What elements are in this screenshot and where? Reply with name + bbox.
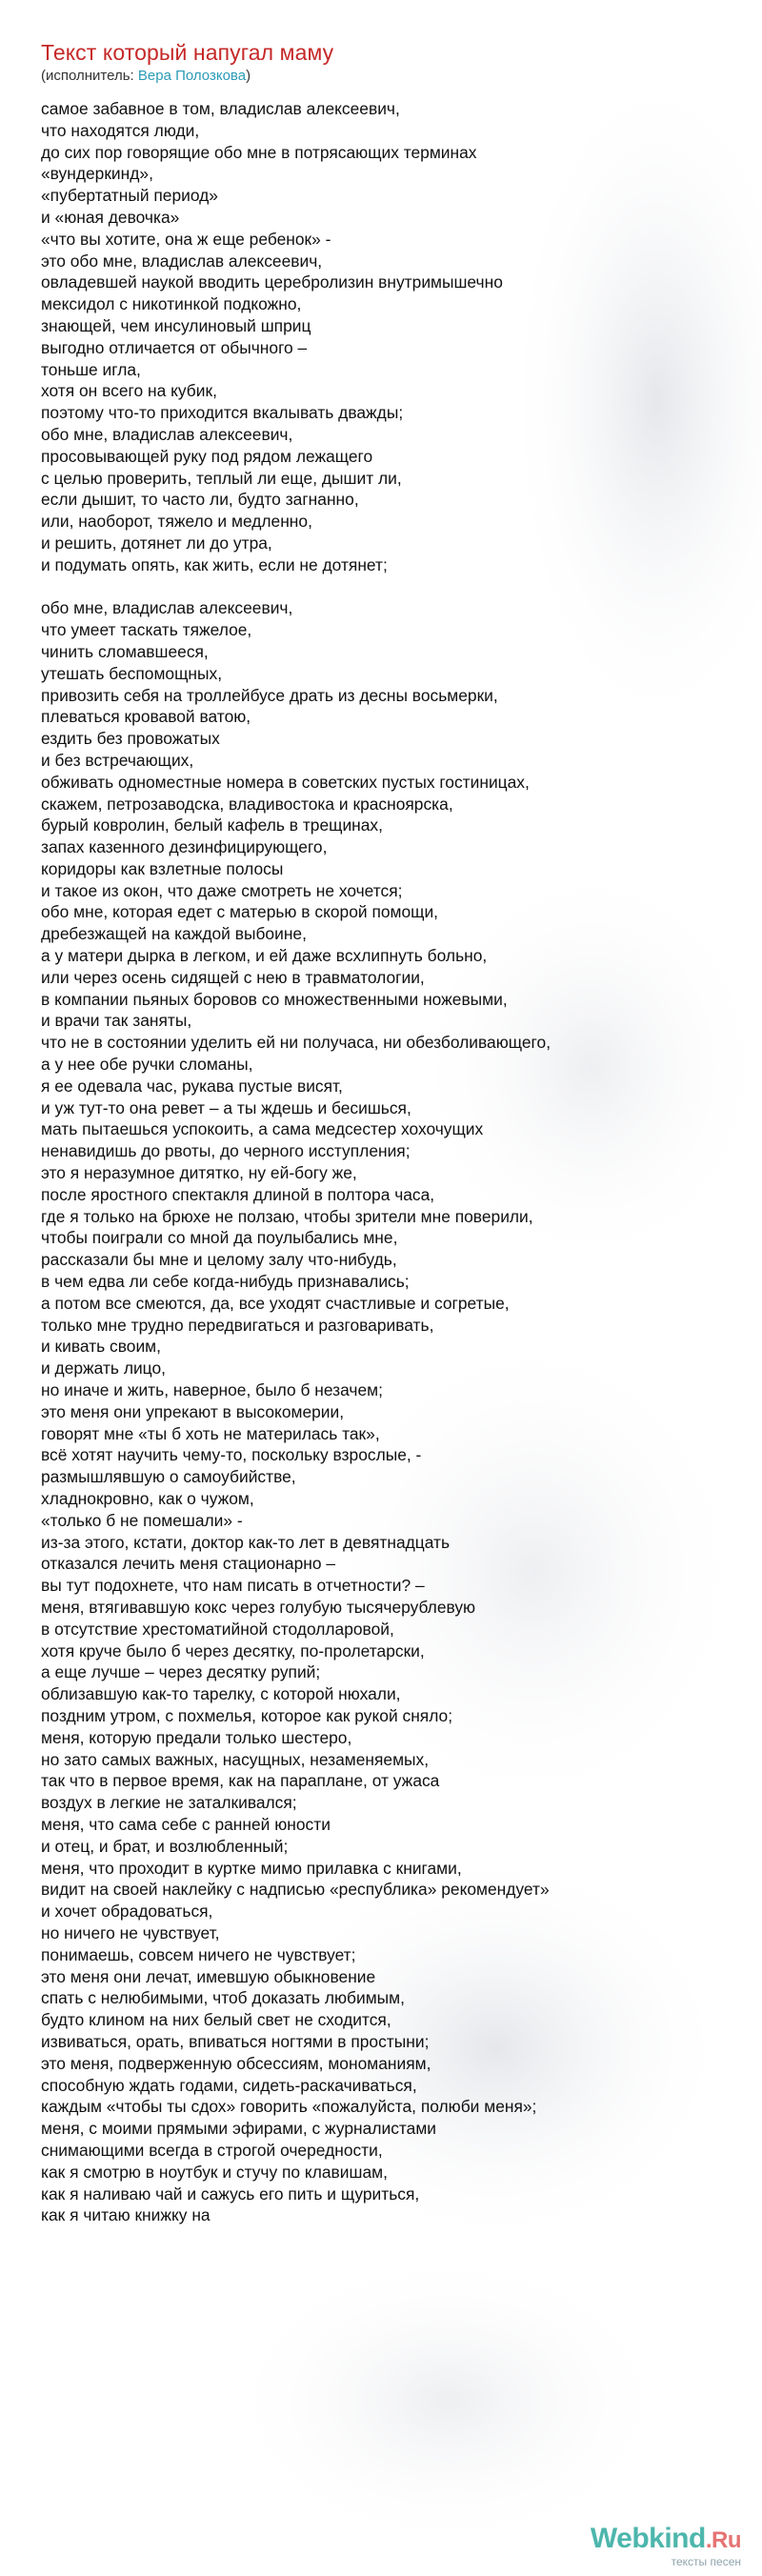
lyric-line: из-за этого, кстати, доктор как-то лет в девятнадцать [41,1532,451,1552]
lyric-line: где я только на брюхе не ползаю, чтобы зрители мне поверили, [41,1206,533,1226]
watermark-tld: .Ru [705,2527,741,2553]
lyric-line: меня, которую предали только шестеро, [41,1727,352,1747]
lyric-line: снимающими всегда в строгой очередности, [41,2140,383,2160]
lyric-line: выгодно отличается от обычного – [41,337,308,357]
lyric-line: я ее одевала час, рукава пустые висят, [41,1076,343,1096]
lyric-line: если дышит, то часто ли, будто загнанно, [41,490,359,510]
lyric-line: коридоры как взлетные полосы [41,858,284,878]
lyric-line: всё хотят научить чему-то, поскольку взрослые, - [41,1445,422,1465]
lyric-line: обо мне, владислав алексеевич, [41,598,293,618]
lyric-line: скажем, петрозаводска, владивостока и красноярска, [41,794,453,814]
lyric-line: говорят мне «ты б хоть не материлась так», [41,1423,380,1443]
lyric-line: меня, что проходит в куртке мимо прилавка с книгами, [41,1858,462,1878]
lyric-line: плеваться кровавой ватою, [41,707,251,727]
lyric-line: облизавшую как-то тарелку, с которой нюхали, [41,1684,401,1704]
watermark-tagline: тексты песен [671,2555,741,2568]
lyric-line: до сих пор говорящие обо мне в потрясающих терминах [41,142,477,162]
lyric-line: что умеет таскать тяжелое, [41,620,252,640]
header [41,38,333,86]
lyric-line: и подумать опять, как жить, если не дотянет; [41,554,388,574]
lyric-line: и «юная девочка» [41,207,180,227]
lyric-line: а у нее обе ручки сломаны, [41,1055,253,1075]
lyric-line: или через осень сидящей с нею в травматологии, [41,967,425,987]
lyric-line: хладнокровно, как о чужом, [41,1489,254,1508]
lyric-line: в отсутствие хрестоматийной стодолларовой, [41,1619,394,1639]
lyric-line: утешать беспомощных, [41,663,223,683]
lyric-line: чинить сломавшееся, [41,641,209,661]
lyric-line: знающей, чем инсулиновый шприц [41,315,311,335]
lyric-line: а у матери дырка в легком, и ей даже всхлипнуть больно, [41,946,488,966]
stanza-break [41,576,746,598]
lyric-line: но иначе и жить, наверное, было б незачем; [41,1380,383,1400]
watermark-brand: Webkind [590,2523,706,2554]
lyric-line: понимаешь, совсем ничего не чувствует; [41,1944,356,1964]
lyric-line: привозить себя на троллейбусе драть из десны восьмерки, [41,685,498,705]
lyric-line: так что в первое время, как на параплане, от ужаса [41,1771,440,1791]
lyric-line: после яростного спектакля длиной в полтора часа, [41,1184,435,1204]
lyric-line: дребезжащей на каждой выбоине, [41,924,307,944]
lyric-line: как я смотрю в ноутбук и стучу по клавишам, [41,2162,388,2182]
lyric-line: и хочет обрадоваться, [41,1902,213,1922]
lyric-line: что находятся люди, [41,120,200,140]
lyric-line: и отец, и брат, и возлюбленный; [41,1836,289,1856]
lyric-line: в компании пьяных боровов со множественными ножевыми, [41,989,508,1009]
lyric-line: это меня они лечат, имевшую обыкновение [41,1966,376,1986]
lyric-line: а потом все смеются, да, все уходят счастливые и согретые, [41,1293,510,1313]
lyric-line: овладевшей наукой вводить церебролизин внутримышечно [41,272,503,292]
lyric-line: «что вы хотите, она ж еще ребенок» - [41,229,331,249]
lyric-line: поэтому что-то приходится вкалывать дважды; [41,403,404,423]
lyric-line: отказался лечить меня стационарно – [41,1554,336,1574]
lyric-line: это обо мне, владислав алексеевич, [41,251,323,271]
lyric-line: только мне трудно передвигаться и разговаривать, [41,1315,434,1335]
lyric-line: чтобы поиграли со мной да поулыбались мне, [41,1228,398,1248]
lyrics-text [41,98,746,2226]
lyric-line: мать пытаешься успокоить, а сама медсестер хохочущих [41,1119,484,1139]
lyric-line: размышлявшую о самоубийстве, [41,1467,296,1487]
lyric-line: каждым «чтобы ты сдох» говорить «пожалуйста, полюби меня»; [41,2097,537,2117]
performer-prefix: (исполнитель: [41,68,138,84]
lyric-line: воздух в легкие не заталкивался; [41,1793,297,1813]
lyric-line: хотя круче было б через десятку, по-пролетарски, [41,1640,425,1660]
lyric-line: хотя он всего на кубик, [41,381,217,401]
lyric-line: а еще лучше – через десятку рупий; [41,1662,321,1682]
page-title: Текст который напугал маму [41,40,334,65]
lyric-line: ненавидишь до рвоты, до черного исступления; [41,1141,411,1161]
lyric-line: обо мне, владислав алексеевич, [41,424,293,444]
lyric-line: обо мне, которая едет с матерью в скорой помощи, [41,902,439,922]
lyric-line: тоньше игла, [41,359,141,379]
lyric-line: меня, с моими прямыми эфирами, с журналистами [41,2119,436,2139]
lyric-line: но зато самых важных, насущных, незаменяемых, [41,1749,430,1769]
lyric-line: что не в состоянии уделить ей ни получаса, ни обезболивающего, [41,1033,551,1053]
watermark-logo [591,2523,741,2557]
performer-line [41,67,333,86]
lyric-line: «пубертатный период» [41,186,218,206]
lyric-line: и без встречающих, [41,750,194,770]
performer-suffix: ) [246,68,251,84]
lyric-line: и уж тут-то она ревет – а ты ждешь и бесишься, [41,1097,411,1117]
performer-link[interactable]: Вера Полозкова [137,68,247,84]
lyric-line: «вундеркинд», [41,164,153,184]
lyric-line: вы тут подохнете, что нам писать в отчетности? – [41,1576,425,1596]
lyric-line: и врачи так заняты, [41,1011,192,1031]
lyric-line: и решить, дотянет ли до утра, [41,533,272,553]
lyric-line: меня, что сама себе с ранней юности [41,1814,331,1834]
lyric-line: это меня они упрекают в высокомерии, [41,1401,345,1421]
lyric-line: запах казенного дезинфицирующего, [41,837,328,857]
lyric-line: или, наоборот, тяжело и медленно, [41,512,312,532]
lyric-line: мексидол с никотинкой подкожно, [41,294,302,314]
lyric-line: «только б не помешали» - [41,1510,243,1530]
lyric-line: поздним утром, с похмелья, которое как рукой сняло; [41,1705,453,1725]
lyric-line: меня, втягивавшую кокс через голубую тысячерублевую [41,1597,476,1617]
lyric-line: обживать одноместные номера в советских пустых гостиницах, [41,772,530,792]
lyric-line: и кивать своим, [41,1337,161,1357]
lyric-line: просовывающей руку под рядом лежащего [41,446,373,466]
lyric-line: ездить без провожатых [41,729,220,749]
lyric-line: рассказали бы мне и целому залу что-нибудь, [41,1250,397,1270]
lyric-line: будто клином на них белый свет не сходится, [41,2010,391,2030]
lyric-line: это я неразумное дитятко, ну ей-богу же, [41,1163,357,1183]
lyric-line: но ничего не чувствует, [41,1922,220,1942]
lyric-line: как я наливаю чай и сажусь его пить и щуриться, [41,2184,420,2204]
lyric-line: это меня, подверженную обсессиям, мономаниям, [41,2053,431,2073]
lyric-line: самое забавное в том, владислав алексеевич, [41,99,400,118]
lyric-line: в чем едва ли себе когда-нибудь признавались; [41,1272,410,1292]
lyric-line: как я читаю книжку на [41,2205,211,2225]
lyric-line: с целью проверить, теплый ли еще, дышит ли, [41,468,402,488]
lyric-line: и держать лицо, [41,1358,166,1379]
lyric-line: способную ждать годами, сидеть-раскачиваться, [41,2075,417,2095]
site-watermark [591,2523,741,2568]
lyric-line: видит на своей наклейку с надписью «республика» рекомендует» [41,1880,550,1900]
lyric-line: и такое из окон, что даже смотреть не хочется; [41,880,403,900]
lyric-line: извиваться, орать, впиваться ногтями в простыни; [41,2031,430,2051]
lyric-line: бурый ковролин, белый кафель в трещинах, [41,815,383,835]
lyric-line: спать с нелюбимыми, чтоб доказать любимым, [41,1988,405,2008]
